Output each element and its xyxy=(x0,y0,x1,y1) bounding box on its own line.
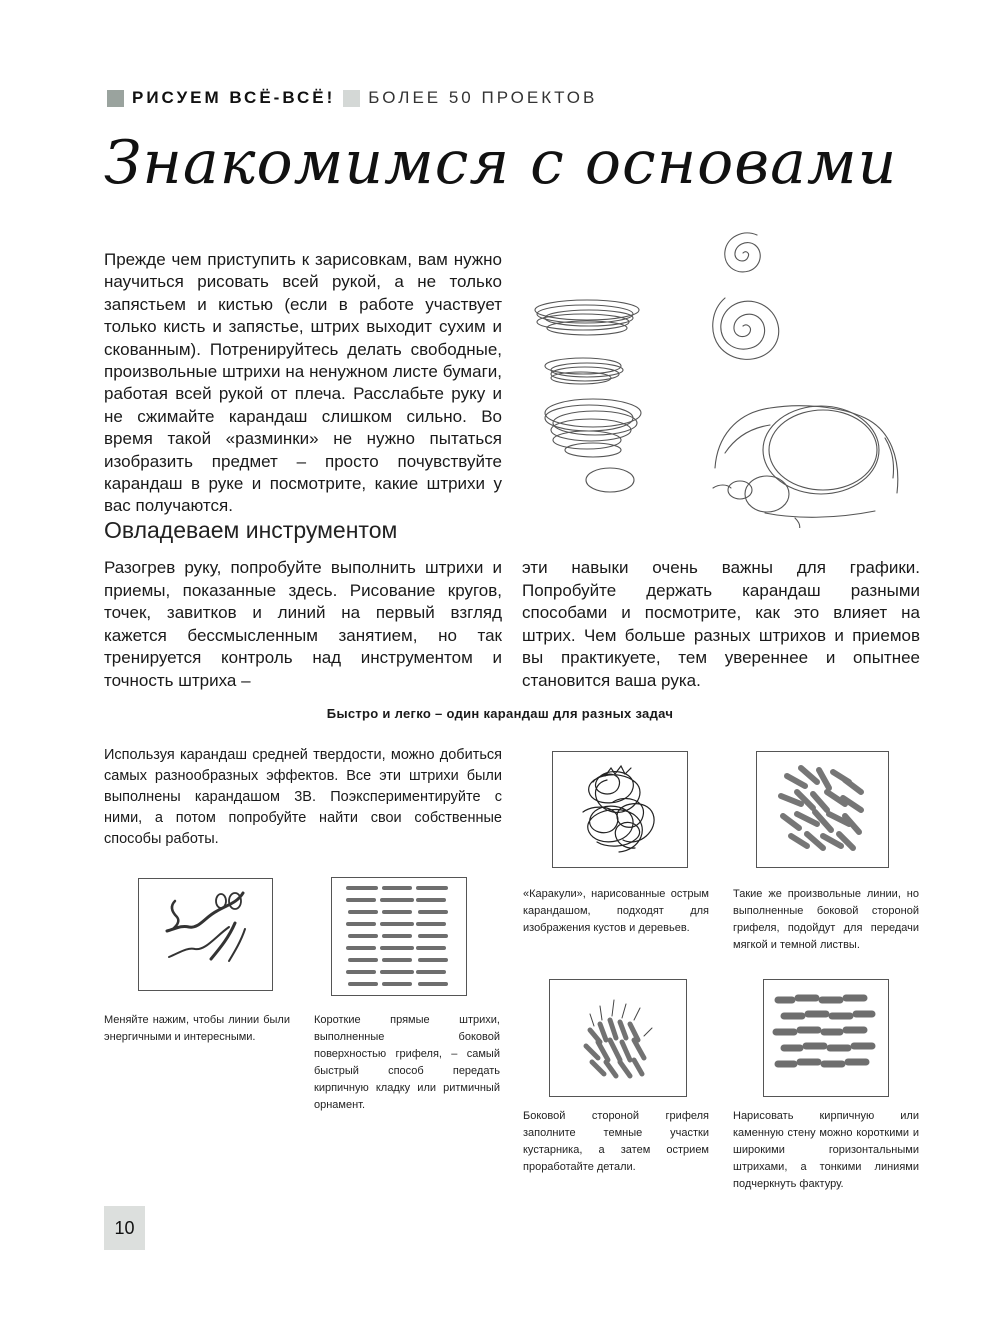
caption-pressure: Меняйте нажим, чтобы линии были энергичными и интересными. xyxy=(104,1014,290,1043)
small-oval xyxy=(586,468,634,492)
caption-wall: Нарисовать кирпичную или каменную стену можно короткими и широкими горизонтальными штрихами, а тонкими линиями подчеркнуть фактуру. xyxy=(733,1110,919,1190)
series-subtitle: БОЛЕЕ 50 ПРОЕКТОВ xyxy=(368,88,598,107)
page-number: 10 xyxy=(104,1206,145,1250)
section-column-1: Разогрев руку, попробуйте выполнить штрихи и приемы, показанные здесь. Рисование кругов, точек, завитков и линий на первый взгляд кажется бессмысленным занятием, но так тренируется контроль над инструментом и точность штриха – xyxy=(104,558,502,690)
warmup-sketch-illustration xyxy=(525,228,915,528)
caption-bricks: Короткие прямые штрихи, выполненные боковой поверхностью грифеля, – самый быстрый способ передать кирпичную кладку или ритмичный орнамент. xyxy=(314,1014,500,1111)
section-heading: Овладеваем инструментом xyxy=(104,517,398,543)
oval-stack-3 xyxy=(545,399,641,457)
caption-shrub: Боковой стороной грифеля заполните темные участки кустарника, а затем острием проработайте детали. xyxy=(523,1110,709,1173)
caption-side: Такие же произвольные линии, но выполненные боковой стороной грифеля, подойдут для передачи мягкой и темной листвы. xyxy=(733,888,919,951)
section-column-2: эти навыки очень важны для графики. Попробуйте держать карандаш разными способами и посмотрите, как это влияет на штрих. Чем больше разных штрихов и приемов вы практикуете, тем увереннее и опытнее становится ваша рука. xyxy=(522,558,920,690)
intro-paragraph: Прежде чем приступить к зарисовкам, вам нужно научиться рисовать всей рукой, а не только запястьем и кистью (если в работе участвует только кисть и запястье, штрих выходит сухим и скованным). Потренируйтесь делать свободные, произвольные штрихи на ненужном листе бумаги, работая всей рукой от плеча. Расслабьте руку и не сжимайте карандаш слишком сильно. Во время такой «разминки» не нужно пытаться изобразить предмет – просто почувствуйте карандаш в руке и посмотрите, какие штрихи у вас получаются. xyxy=(104,250,502,516)
series-title: РИСУЕМ ВСЁ-ВСЁ! xyxy=(132,88,336,107)
header-square-light xyxy=(343,90,360,107)
oval-stack-1 xyxy=(535,300,639,335)
spiral-small xyxy=(725,233,760,272)
running-header xyxy=(107,86,597,110)
pressure-lines-sample xyxy=(138,878,273,991)
spiral-large xyxy=(713,298,779,359)
tip-title: Быстро и легко – один карандаш для разных задач xyxy=(326,706,674,721)
oval-stack-2 xyxy=(545,358,623,384)
caption-scribbles: «Каракули», нарисованные острым карандашом, подходят для изображения кустов и деревьев. xyxy=(523,888,709,934)
brick-strokes-sample xyxy=(331,877,467,996)
scribbles-sample xyxy=(552,751,688,868)
header-square-dark xyxy=(107,90,124,107)
animal-form-sketch xyxy=(713,406,898,528)
page-title: Знакомимся с основами xyxy=(104,128,898,198)
side-lead-sample xyxy=(756,751,889,868)
stone-wall-sample xyxy=(763,979,889,1097)
shrub-sample xyxy=(549,979,687,1097)
tip-paragraph: Используя карандаш средней твердости, можно добиться самых разнообразных эффектов. Все эти штрихи были выполнены карандашом 3B. Поэкспериментируйте с ними, а потом попробуйте найти свои собственные способы работы. xyxy=(104,747,502,847)
